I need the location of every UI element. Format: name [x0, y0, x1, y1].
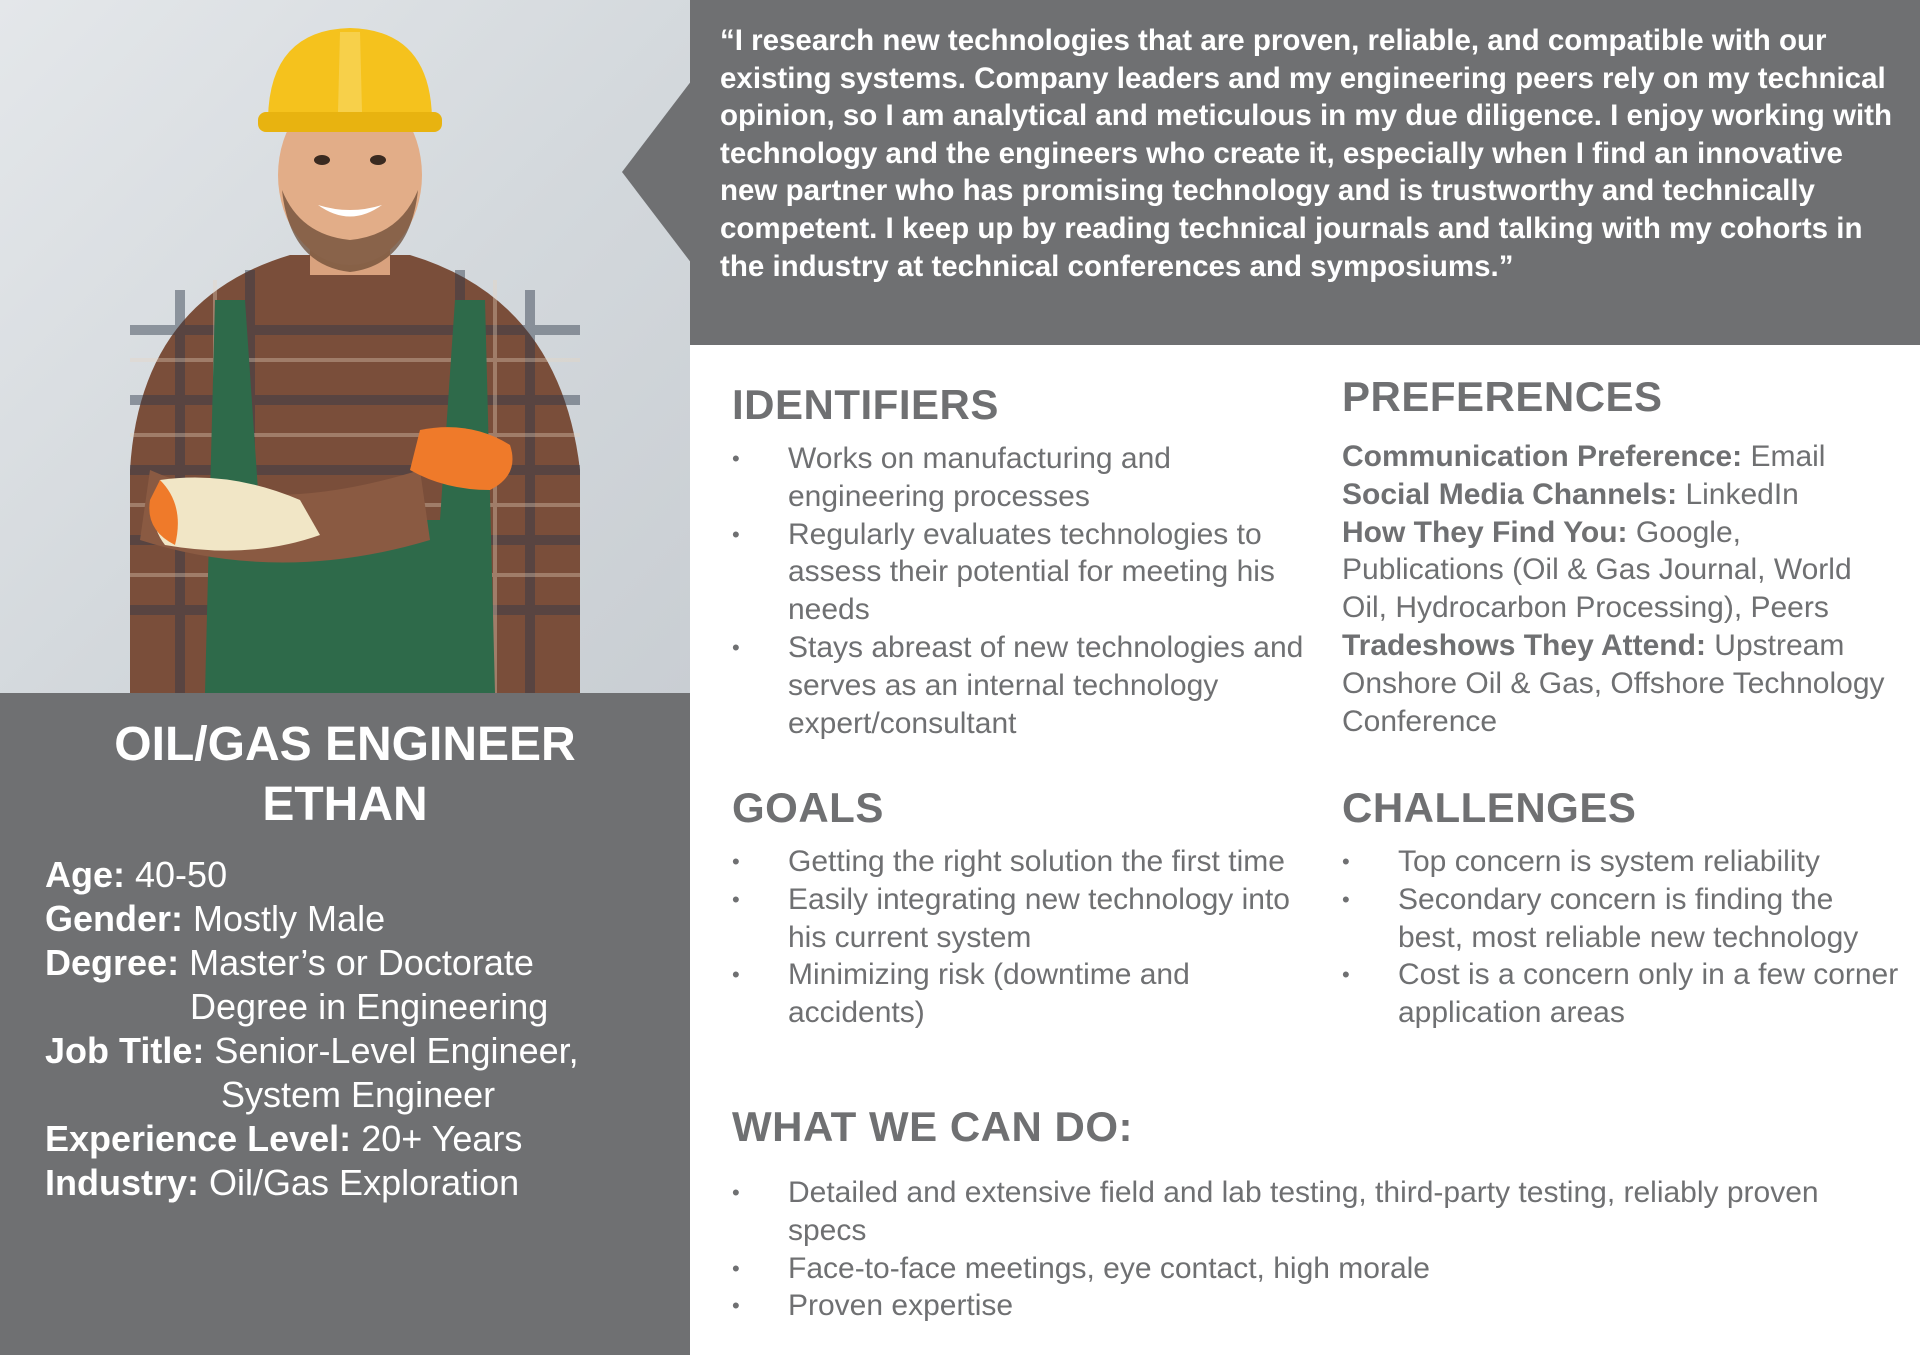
persona-title: [0, 715, 690, 835]
list-item: [732, 629, 1312, 742]
bullet-icon: •: [1342, 962, 1350, 988]
fact-label: Gender:: [45, 898, 184, 939]
preference-value: Email: [1750, 440, 1826, 473]
fact-job-title: [45, 1029, 675, 1117]
preference-item: [1342, 438, 1902, 476]
list-item: [732, 440, 1312, 516]
preference-value: Upstream Onshore Oil & Gas, Offshore Technology Conference: [1342, 628, 1885, 738]
bullet-icon: •: [732, 1180, 740, 1205]
list-item: [732, 1250, 1892, 1288]
what-we-can-do-section: [732, 1102, 1892, 1325]
list-item-text: Face-to-face meetings, eye contact, high morale: [788, 1251, 1430, 1285]
fact-value-continued: System Engineer: [221, 1074, 496, 1115]
preference-item: [1342, 627, 1902, 740]
section-title: CHALLENGES: [1342, 784, 1637, 831]
list-item-text: Cost is a concern only in a few corner application areas: [1398, 958, 1899, 1030]
list-item-text: Minimizing risk (downtime and accidents): [788, 958, 1190, 1030]
challenges-list: [1342, 843, 1902, 1032]
goals-list: [732, 843, 1312, 1032]
bullet-icon: •: [732, 849, 740, 874]
persona-quote: “I research new technologies that are proven, reliable, and compatible with our existing systems. Company leaders and my engineering peers rely on my technical opinion, so I am analytical and meticulous in my due diligence. I enjoy working with technology and the engineers who create it, especially when I find an innovative new partner who has promising technology and is trustworthy and technically competent. I keep up by reading technical journals and talking with my cohorts in the industry at technical conferences and symposiums.”: [720, 24, 1893, 283]
bullet-icon: •: [1342, 849, 1350, 874]
fact-value-continued: Degree in Engineering: [190, 986, 549, 1027]
identifiers-list: [732, 440, 1312, 742]
section-title: WHAT WE CAN DO:: [732, 1103, 1133, 1150]
preference-value: LinkedIn: [1685, 477, 1799, 511]
fact-label: Industry:: [45, 1162, 200, 1203]
section-title: GOALS: [732, 784, 884, 831]
list-item-text: Top concern is system reliability: [1398, 845, 1820, 878]
list-item-text: Stays abreast of new technologies and serves as an internal technology expert/consultant: [788, 630, 1304, 740]
what-we-can-do-list: [732, 1174, 1892, 1325]
list-item-text: Proven expertise: [788, 1289, 1014, 1323]
preference-label: Communication Preference:: [1342, 440, 1743, 473]
preferences-section: [1342, 372, 1902, 740]
preference-label: Social Media Channels:: [1342, 477, 1678, 511]
fact-value: Senior-Level Engineer,: [214, 1030, 579, 1071]
preferences-list: [1342, 438, 1902, 740]
list-item: [1342, 843, 1902, 881]
preference-item: [1342, 476, 1902, 514]
list-item-text: Getting the right solution the first time: [788, 845, 1285, 878]
list-item: [732, 1174, 1892, 1250]
fact-degree: [45, 941, 675, 1029]
fact-industry: [45, 1161, 675, 1205]
bullet-icon: •: [732, 886, 740, 912]
challenges-section: [1342, 783, 1902, 1032]
fact-value: Mostly Male: [193, 898, 386, 939]
fact-value: 40-50: [135, 854, 228, 895]
identifiers-section: [732, 380, 1312, 742]
persona-sidebar: [0, 0, 690, 1355]
fact-label: Experience Level:: [45, 1118, 352, 1159]
section-title: PREFERENCES: [1342, 373, 1663, 420]
list-item: [1342, 956, 1902, 1032]
fact-label: Age:: [45, 854, 125, 895]
fact-label: Degree:: [45, 942, 180, 983]
fact-label: Job Title:: [45, 1030, 205, 1071]
bullet-icon: •: [732, 634, 740, 660]
quote-banner: [690, 0, 1920, 345]
fact-value: Master’s or Doctorate: [189, 942, 534, 983]
list-item: [732, 881, 1312, 957]
bullet-icon: •: [732, 1293, 740, 1319]
bullet-icon: •: [732, 521, 740, 547]
preference-label: Tradeshows They Attend:: [1342, 628, 1706, 662]
fact-value: Oil/Gas Exploration: [209, 1162, 520, 1203]
bullet-icon: •: [732, 1255, 740, 1281]
section-title: IDENTIFIERS: [732, 381, 999, 428]
goals-section: [732, 783, 1312, 1032]
list-item-text: Works on manufacturing and engineering processes: [788, 442, 1171, 513]
persona-photo: [0, 0, 690, 693]
list-item-text: Secondary concern is finding the best, most reliable new technology: [1398, 882, 1859, 954]
fact-age: [45, 853, 675, 897]
persona-info-panel: [0, 693, 690, 1355]
engineer-illustration: [0, 0, 690, 693]
list-item: [732, 843, 1312, 881]
fact-value: 20+ Years: [361, 1118, 523, 1159]
bullet-icon: •: [1342, 886, 1350, 912]
list-item: [1342, 881, 1902, 957]
list-item-text: Detailed and extensive field and lab testing, third-party testing, reliably proven specs: [788, 1176, 1819, 1247]
list-item: [732, 1287, 1892, 1325]
list-item-text: Easily integrating new technology into his current system: [788, 882, 1290, 954]
preference-label: How They Find You:: [1342, 515, 1628, 549]
bullet-icon: •: [732, 446, 740, 471]
persona-role: OIL/GAS ENGINEER: [114, 718, 576, 771]
quote-pointer: [622, 80, 692, 264]
list-item: [732, 956, 1312, 1032]
preference-value: Google, Publications (Oil & Gas Journal, World Oil, Hydrocarbon Processing), Peers: [1342, 515, 1852, 625]
persona-facts: [45, 853, 675, 1205]
preference-item: [1342, 514, 1902, 627]
bullet-icon: •: [732, 962, 740, 988]
list-item-text: Regularly evaluates technologies to assess their potential for meeting his needs: [788, 517, 1275, 627]
fact-gender: [45, 897, 675, 941]
persona-name: ETHAN: [262, 778, 428, 831]
fact-experience: [45, 1117, 675, 1161]
list-item: [732, 516, 1312, 629]
